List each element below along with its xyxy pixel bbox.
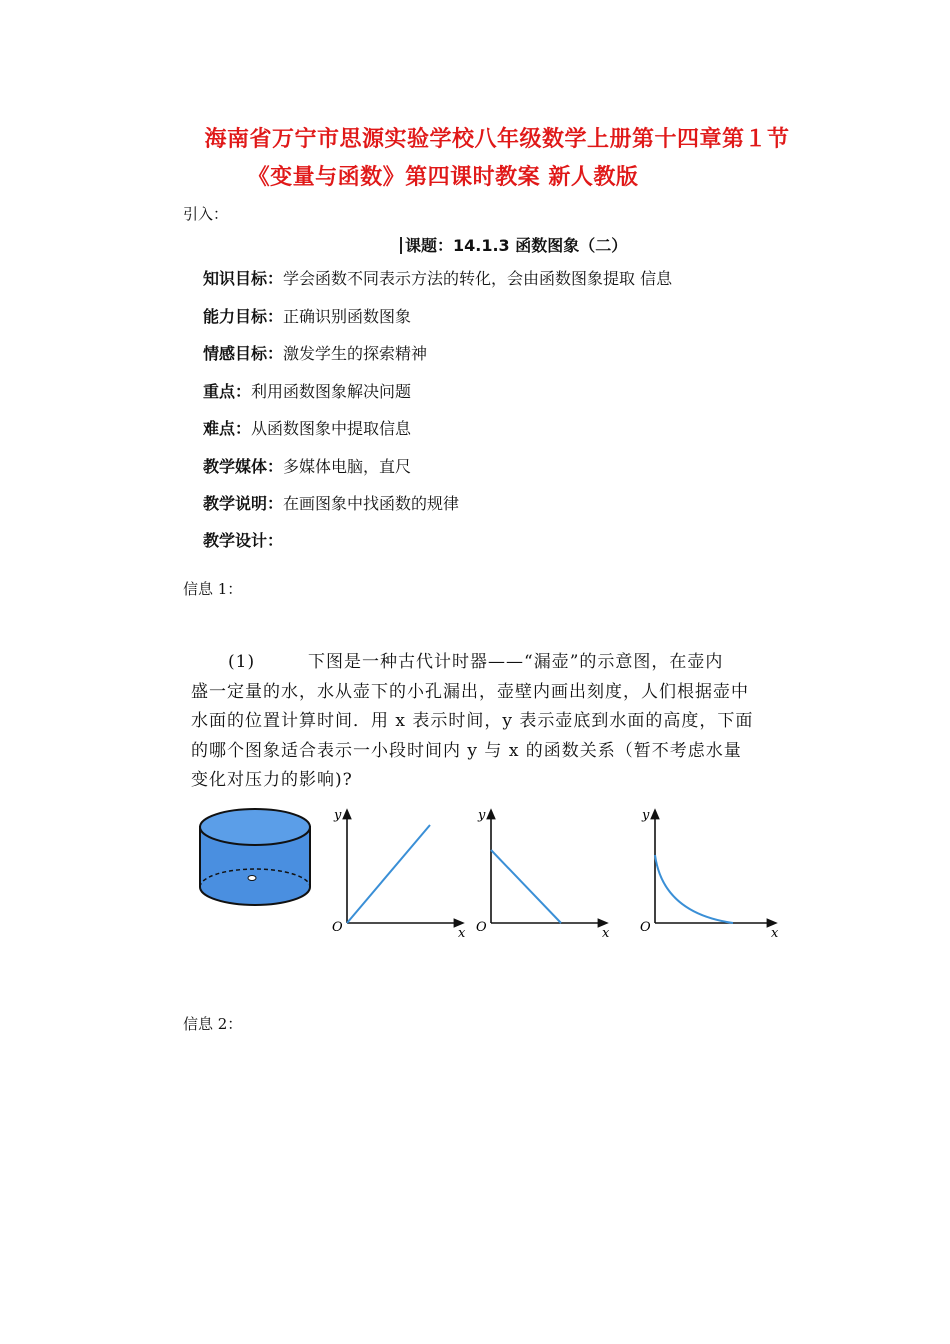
- objective-label: 能力目标：: [203, 307, 284, 326]
- objective-label: 教学说明：: [203, 494, 284, 513]
- objective-label: 重点：: [203, 382, 252, 401]
- origin-label: O: [476, 920, 487, 935]
- x-axis-label: x: [602, 926, 610, 941]
- objective-label: 教学媒体：: [203, 457, 284, 476]
- objective-text: 学会函数不同表示方法的转化，会由函数图象提取 信息: [283, 269, 673, 288]
- graph-b-decreasing-line: [474, 805, 614, 940]
- objective-knowledge: [203, 266, 672, 289]
- problem-text: [191, 648, 791, 796]
- objective-media: [203, 454, 411, 477]
- graph-line: [347, 825, 430, 923]
- objective-emotion: [203, 341, 427, 364]
- problem-line: [191, 648, 791, 678]
- objective-text: 激发学生的探索精神: [283, 344, 428, 363]
- section-intro-label: 引入：: [183, 205, 229, 223]
- objective-text: 在画图象中找函数的规律: [283, 494, 460, 513]
- objective-label: 情感目标：: [203, 344, 284, 363]
- origin-label: O: [332, 920, 343, 935]
- water-clock-vessel-illustration: [190, 805, 320, 925]
- objective-label: 教学设计：: [203, 531, 284, 550]
- objective-text: 正确识别函数图象: [283, 307, 412, 326]
- x-axis-label: x: [771, 926, 779, 941]
- document-title-line2: 《变量与函数》第四课时教案 新人教版: [247, 164, 639, 190]
- problem-line: 水面的位置计算时间．用 x 表示时间，y 表示壶底到水面的高度，下面: [191, 711, 754, 731]
- lesson-topic: [400, 233, 627, 256]
- problem-number: (1): [228, 652, 256, 672]
- objective-text: 利用函数图象解决问题: [251, 382, 412, 401]
- problem-line: 盛一定量的水，水从壶下的小孔漏出，壶壁内画出刻度，人们根据壶中: [191, 681, 749, 702]
- objective-label: 知识目标：: [203, 269, 284, 288]
- objective-design: [203, 528, 283, 551]
- section-info2-label: 信息 2：: [183, 1015, 243, 1033]
- lesson-topic-text: 课题：14.1.3 函数图象（二）: [405, 236, 628, 255]
- objective-difficulty: [203, 416, 411, 439]
- y-axis-label: y: [334, 808, 342, 823]
- objective-explanation: [203, 491, 459, 514]
- problem-line: 变化对压力的影响)?: [191, 770, 353, 790]
- y-axis-label: y: [642, 808, 650, 823]
- objective-key-point: [203, 379, 411, 402]
- objective-text: 从函数图象中提取信息: [251, 419, 412, 438]
- objective-ability: [203, 304, 411, 327]
- graph-c-decreasing-curve: [638, 805, 783, 940]
- problem-line-text: 下图是一种古代计时器——“漏壶”的示意图，在壶内: [308, 652, 724, 672]
- graph-a-increasing-line: [330, 805, 470, 940]
- y-axis-label: y: [478, 808, 486, 823]
- document-title-line1: 海南省万宁市思源实验学校八年级数学上册第十四章第１节: [204, 126, 790, 152]
- graph-line: [491, 850, 561, 923]
- graph-curve: [655, 855, 733, 923]
- cursor-bar: [400, 237, 402, 254]
- objective-label: 难点：: [203, 419, 252, 438]
- problem-line: 的哪个图象适合表示一小段时间内 y 与 x 的函数关系（暂不考虑水量: [191, 740, 742, 761]
- objective-text: 多媒体电脑，直尺: [283, 457, 412, 476]
- section-info1-label: 信息 1：: [183, 580, 243, 598]
- x-axis-label: x: [458, 926, 466, 941]
- origin-label: O: [640, 920, 651, 935]
